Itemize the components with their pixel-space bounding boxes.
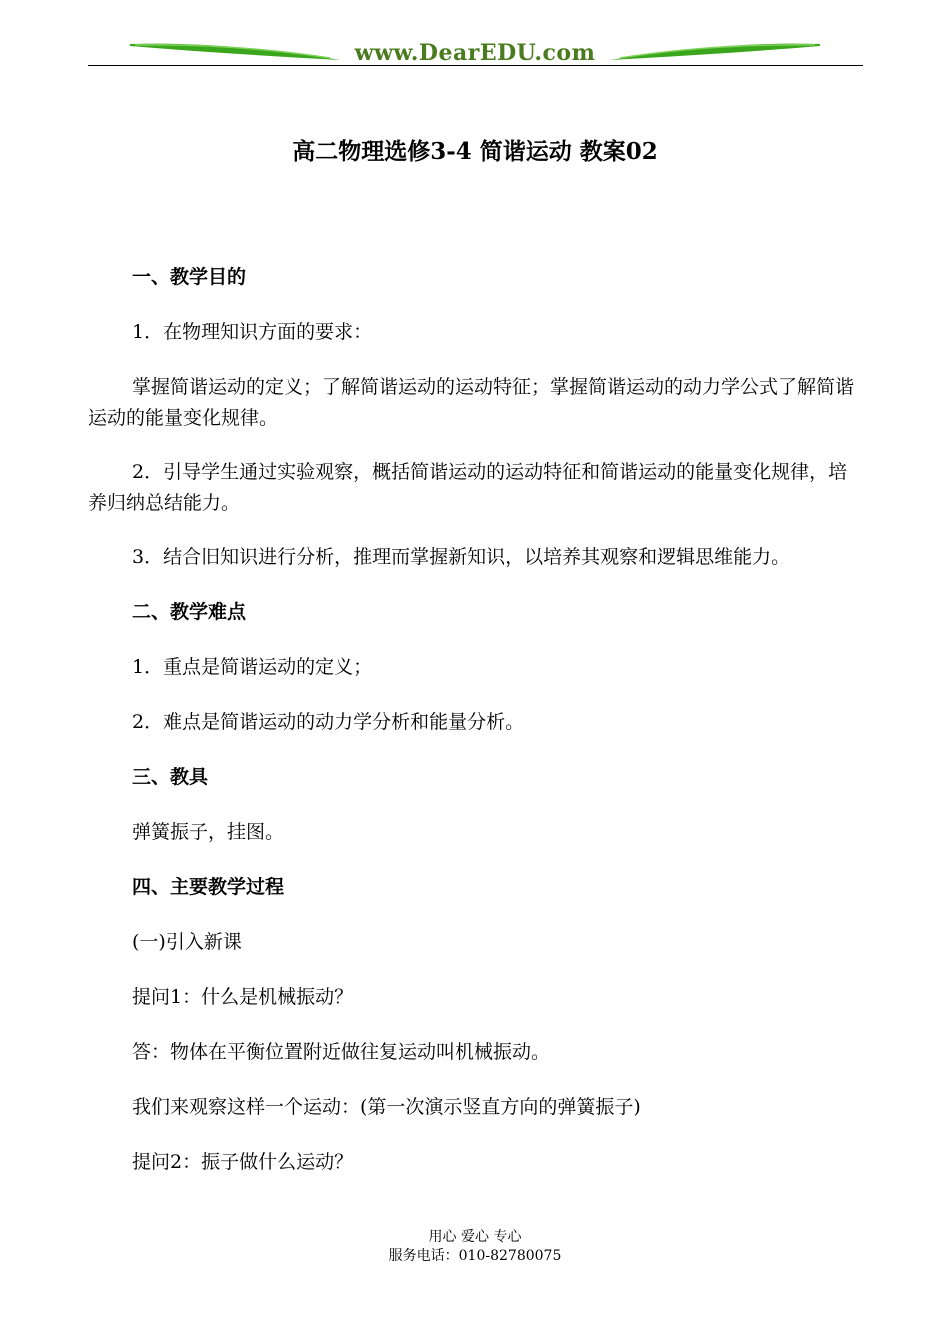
document-title: 高二物理选修3-4 简谐运动 教案02	[292, 138, 658, 165]
section-heading-process: 四、主要教学过程	[132, 876, 285, 898]
paragraph: 1．重点是简谐运动的定义；	[132, 656, 373, 678]
section-heading-tools: 三、教具	[132, 766, 209, 788]
paragraph: 1．在物理知识方面的要求：	[132, 321, 373, 343]
section-heading-difficulties: 二、教学难点	[132, 601, 247, 623]
paragraph: 我们来观察这样一个运动：(第一次演示竖直方向的弹簧振子)	[132, 1096, 641, 1118]
footer-phone: 服务电话：010-82780075	[388, 1248, 562, 1264]
paragraph: 掌握简谐运动的定义；了解简谐运动的运动特征；掌握简谐运动的动力学公式了解简谐运动的能量变化规律。	[88, 376, 855, 429]
paragraph: 提问1：什么是机械振动？	[132, 986, 354, 1008]
section-heading-objectives: 一、教学目的	[132, 266, 247, 288]
paragraph: 答：物体在平衡位置附近做往复运动叫机械振动。	[132, 1041, 551, 1063]
paragraph: 提问2：振子做什么运动？	[132, 1151, 354, 1173]
paragraph: (一)引入新课	[132, 931, 242, 953]
paragraph: 3．结合旧知识进行分析，推理而掌握新知识，以培养其观察和逻辑思维能力。	[132, 546, 791, 568]
site-name[interactable]: www.DearEDU.com	[354, 40, 596, 66]
paragraph: 2．难点是简谐运动的动力学分析和能量分析。	[132, 711, 525, 733]
paragraph: 2．引导学生通过实验观察，概括简谐运动的运动特征和简谐运动的能量变化规律，培养归纳总结能力。	[88, 461, 848, 514]
page-footer	[0, 1228, 950, 1266]
page-header	[0, 0, 950, 70]
header-rule	[88, 65, 863, 66]
paragraph: 弹簧振子，挂图。	[132, 821, 285, 843]
footer-slogan: 用心 爱心 专心	[428, 1229, 522, 1245]
